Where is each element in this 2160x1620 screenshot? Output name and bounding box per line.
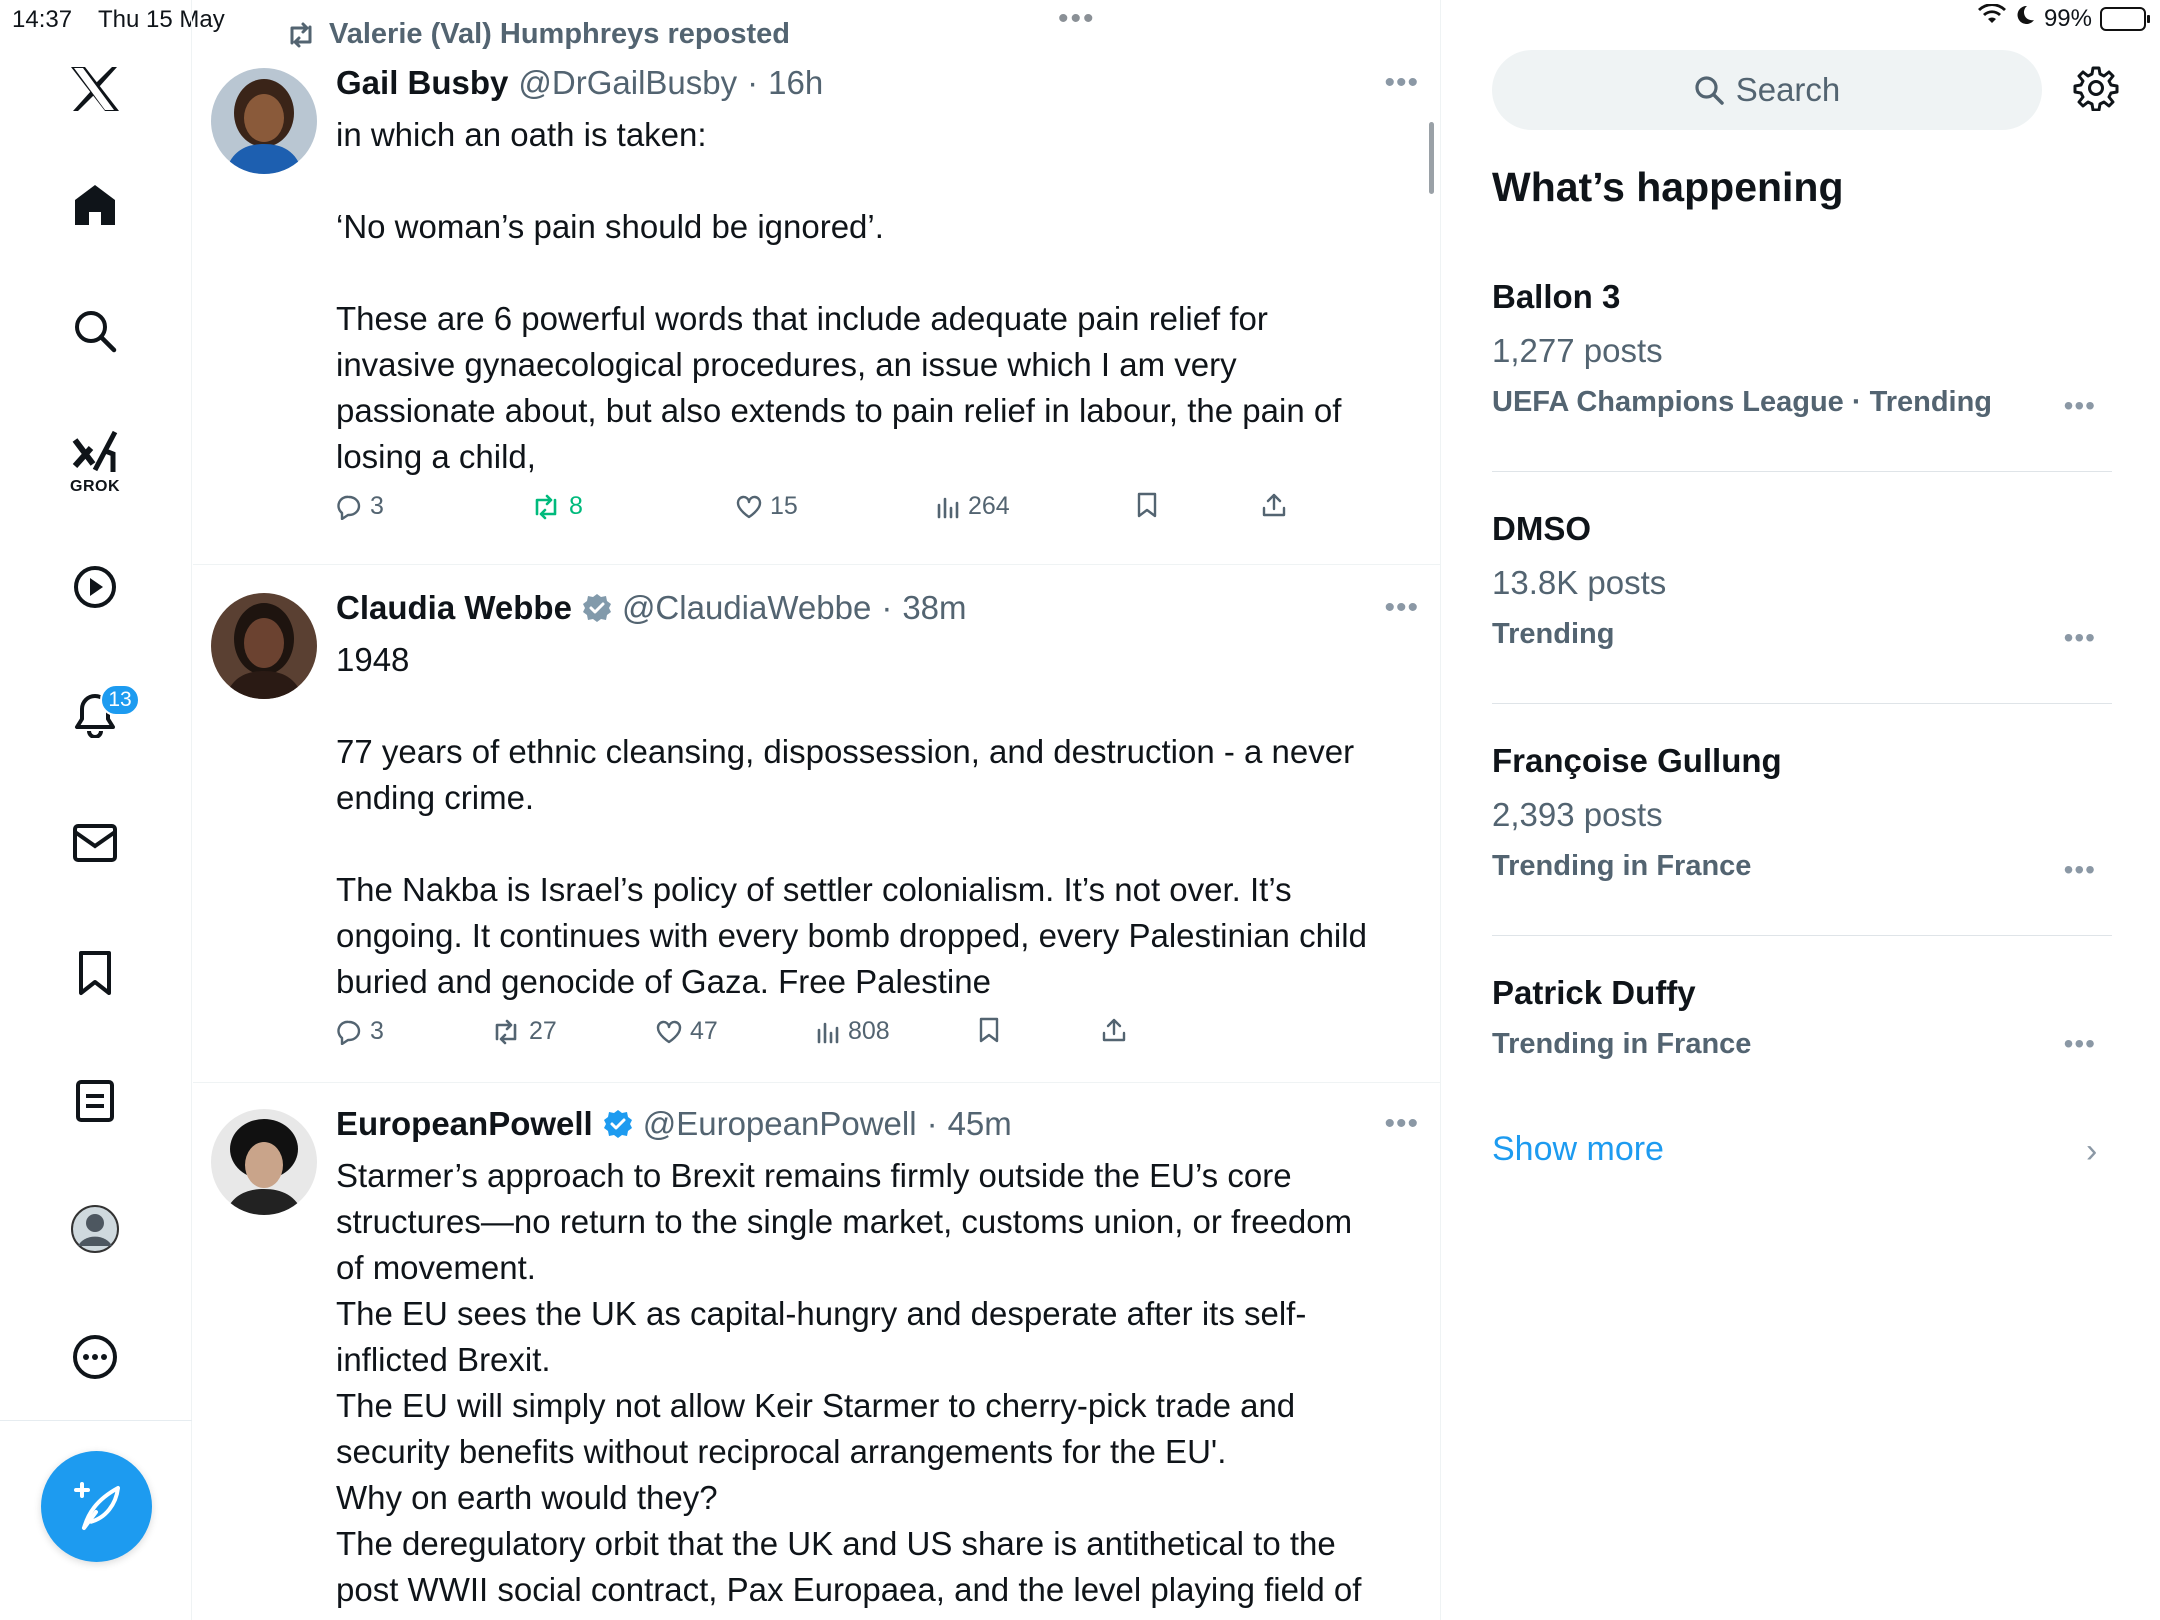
chevron-right-icon[interactable]: › — [2086, 1132, 2098, 1170]
views-button[interactable] — [816, 1017, 890, 1046]
repost-count: 8 — [569, 492, 583, 520]
tweet-time[interactable]: 45m — [947, 1105, 1012, 1142]
search-icon — [1694, 75, 1724, 105]
repost-button[interactable] — [531, 492, 583, 521]
views-count: 808 — [848, 1017, 890, 1045]
search-placeholder: Search — [1735, 71, 1841, 108]
trend-name: Ballon 3 — [1492, 278, 1621, 315]
tweet-actions — [336, 492, 1336, 532]
tweet-line: The deregulatory orbit that the UK and US share is antithetical to the — [336, 1525, 1336, 1562]
compose-feather-icon — [70, 1480, 124, 1534]
trend-meta: UEFA Champions League · Trending — [1492, 386, 1993, 418]
tweet-line: 1948 — [336, 641, 410, 678]
repost-icon — [531, 494, 561, 520]
tweet-more-icon[interactable]: ••• — [1384, 591, 1419, 624]
trend-item[interactable] — [1492, 278, 2112, 419]
author-name[interactable]: Claudia Webbe — [336, 589, 572, 626]
tweet-line: Why on earth would they? — [336, 1479, 718, 1516]
views-chart-icon — [936, 495, 960, 519]
trend-more-icon[interactable]: ••• — [2063, 622, 2096, 653]
tweet-line: The EU sees the UK as capital-hungry and desperate after its self- — [336, 1295, 1307, 1332]
reply-count: 3 — [370, 1017, 384, 1045]
tweet[interactable] — [193, 0, 1441, 565]
explore-search-icon[interactable] — [62, 298, 128, 364]
tweet-line: inflicted Brexit. — [336, 1341, 551, 1378]
tweet-line: of movement. — [336, 1249, 536, 1286]
timeline[interactable] — [193, 0, 1441, 1620]
share-icon — [1101, 1017, 1127, 1043]
tweet-line: passionate about, but also extends to pain relief in labour, the pain of — [336, 392, 1342, 429]
reply-button[interactable] — [336, 1017, 384, 1046]
right-sidebar — [1442, 0, 2160, 1620]
share-button[interactable] — [1261, 492, 1287, 518]
tweet-more-icon[interactable]: ••• — [1384, 66, 1419, 99]
bookmark-icon — [978, 1017, 1000, 1043]
tweet-line: structures—no return to the single market, customs union, or freedom — [336, 1203, 1353, 1240]
x-logo-icon[interactable] — [62, 56, 128, 122]
trend-item[interactable] — [1492, 510, 2112, 651]
author-handle[interactable]: @EuropeanPowell — [642, 1105, 917, 1142]
repost-banner-text: Valerie (Val) Humphreys reposted — [329, 18, 790, 50]
trend-divider — [1492, 935, 2112, 936]
verified-badge-icon — [582, 593, 612, 623]
repost-button[interactable] — [491, 1017, 557, 1046]
messages-envelope-icon[interactable] — [62, 810, 128, 876]
bookmark-icon — [1136, 492, 1158, 518]
avatar[interactable] — [211, 68, 317, 174]
show-more-link[interactable]: Show more — [1492, 1130, 1664, 1168]
notifications-badge: 13 — [100, 684, 140, 716]
author-handle[interactable]: @ClaudiaWebbe — [621, 589, 872, 626]
views-chart-icon — [816, 1020, 840, 1044]
bookmark-button[interactable] — [978, 1017, 1000, 1043]
tweet-line: ‘No woman’s pain should be ignored’. — [336, 208, 884, 245]
trend-count: 1,277 posts — [1492, 332, 1663, 369]
share-icon — [1261, 492, 1287, 518]
home-icon[interactable] — [62, 172, 128, 238]
like-count: 15 — [770, 492, 798, 520]
search-input[interactable] — [1492, 50, 2042, 130]
trend-meta: Trending — [1492, 618, 1615, 650]
trend-item[interactable] — [1492, 742, 2112, 883]
trend-name: Françoise Gullung — [1492, 742, 1782, 779]
repost-icon — [491, 1019, 521, 1045]
tweet-line: invasive gynaecological procedures, an issue which I am very — [336, 346, 1237, 383]
tweet-more-icon[interactable]: ••• — [1384, 1107, 1419, 1140]
trend-divider — [1492, 703, 2112, 704]
trend-more-icon[interactable]: ••• — [2063, 390, 2096, 421]
grok-label: GROK — [70, 478, 120, 495]
tweet-line: buried and genocide of Gaza. Free Palestine — [336, 963, 991, 1000]
reply-icon — [336, 1019, 362, 1045]
author-name[interactable]: Gail Busby — [336, 64, 509, 101]
author-handle[interactable]: @DrGailBusby — [518, 64, 738, 101]
settings-gear-icon[interactable] — [2070, 62, 2122, 114]
tweet-time[interactable]: 16h — [768, 64, 824, 101]
tweet-line: in which an oath is taken: — [336, 116, 707, 153]
lists-icon[interactable] — [62, 1068, 128, 1134]
bookmarks-icon[interactable] — [62, 940, 128, 1006]
tweet-line: Starmer’s approach to Brexit remains firmly outside the EU’s core — [336, 1157, 1292, 1194]
trend-divider — [1492, 471, 2112, 472]
tweet-line: The EU will simply not allow Keir Starmer to cherry-pick trade and — [336, 1387, 1296, 1424]
avatar[interactable] — [211, 593, 317, 699]
trend-more-icon[interactable]: ••• — [2063, 1028, 2096, 1059]
heart-icon — [656, 1020, 682, 1044]
trend-name: DMSO — [1492, 510, 1591, 547]
grok-icon[interactable] — [62, 420, 128, 486]
tweet-line: The Nakba is Israel’s policy of settler colonialism. It’s not over. It’s — [336, 871, 1292, 908]
status-date: Thu 15 May — [98, 6, 225, 33]
trend-meta: Trending in France — [1492, 850, 1752, 882]
tweet-text — [336, 112, 1406, 480]
tweet-header — [336, 1105, 1012, 1143]
left-nav — [0, 0, 192, 1620]
like-button[interactable] — [656, 1017, 718, 1046]
whats-happening-title: What’s happening — [1492, 164, 1844, 210]
tweet[interactable] — [193, 1083, 1441, 1620]
tweet-line: 77 years of ethnic cleansing, dispossession, and destruction - a never — [336, 733, 1355, 770]
reply-icon — [336, 494, 362, 520]
reply-count: 3 — [370, 492, 384, 520]
views-button[interactable] — [936, 492, 1010, 521]
status-time: 14:37 — [12, 6, 73, 33]
tweet-header — [336, 64, 823, 102]
avatar[interactable] — [211, 1109, 317, 1215]
trend-item[interactable] — [1492, 974, 2112, 1061]
multitasking-dots-icon[interactable]: ••• — [1058, 2, 1096, 35]
separator-dot: · — [926, 1105, 938, 1142]
battery-percent: 99% — [2043, 4, 2092, 32]
tweet-actions — [336, 1017, 1336, 1057]
trend-count: 2,393 posts — [1492, 796, 1663, 833]
tweet-line: These are 6 powerful words that include adequate pain relief for — [336, 300, 1268, 337]
tweet-line: security benefits without reciprocal arrangements for the EU'. — [336, 1433, 1227, 1470]
tweet-line: ending crime. — [336, 779, 535, 816]
like-button[interactable] — [736, 492, 798, 521]
views-count: 264 — [968, 492, 1010, 520]
profile-avatar-icon[interactable] — [62, 1196, 128, 1262]
nav-divider — [0, 1420, 192, 1421]
separator-dot: · — [747, 64, 759, 101]
tweet-line: post WWII social contract, Pax Europaea, and the level playing field of — [336, 1571, 1362, 1608]
tweet-time[interactable]: 38m — [902, 589, 967, 626]
trend-more-icon[interactable]: ••• — [2063, 854, 2096, 885]
like-count: 47 — [690, 1017, 718, 1045]
reply-button[interactable] — [336, 492, 384, 521]
tweet-line: ongoing. It continues with every bomb dropped, every Palestinian child — [336, 917, 1367, 954]
video-play-icon[interactable] — [62, 554, 128, 620]
verified-badge-icon — [603, 1109, 633, 1139]
trend-count: 13.8K posts — [1492, 564, 1667, 601]
repost-count: 27 — [529, 1017, 557, 1045]
share-button[interactable] — [1101, 1017, 1127, 1043]
author-name[interactable]: EuropeanPowell — [336, 1105, 593, 1142]
trend-name: Patrick Duffy — [1492, 974, 1696, 1011]
tweet-text — [336, 637, 1406, 1005]
tweet-header — [336, 589, 967, 627]
tweet[interactable] — [193, 565, 1441, 1083]
separator-dot: · — [881, 589, 893, 626]
trend-meta: Trending in France — [1492, 1028, 1752, 1060]
heart-icon — [736, 495, 762, 519]
tweet-line: losing a child, — [336, 438, 536, 475]
compose-post-button[interactable] — [41, 1451, 152, 1562]
bookmark-button[interactable] — [1136, 492, 1158, 518]
tweet-text — [336, 1153, 1406, 1613]
more-options-icon[interactable] — [62, 1324, 128, 1390]
